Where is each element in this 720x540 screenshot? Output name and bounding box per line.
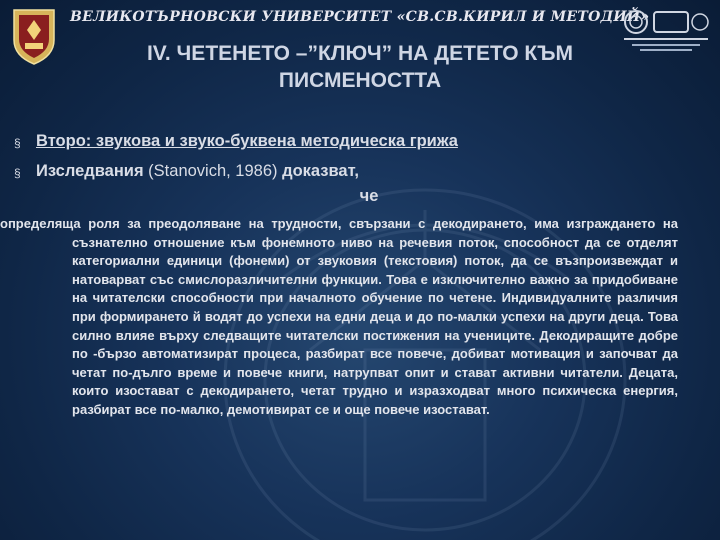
slide-title-line2: ПИСМЕНОСТТА bbox=[278, 69, 442, 92]
body-paragraph bbox=[0, 215, 678, 420]
slide-title bbox=[90, 40, 630, 94]
bullet-item-2-bold-b: доказват, bbox=[282, 162, 360, 180]
bullet-list bbox=[14, 130, 694, 190]
bullet-square-icon: § bbox=[14, 166, 21, 180]
university-crest-icon bbox=[8, 6, 60, 66]
quality-certification-icon bbox=[622, 8, 710, 54]
bullet-item-2-text bbox=[36, 160, 694, 182]
slide-title-line1: IV. ЧЕТЕНЕТО –”КЛЮЧ” НА ДЕТЕТО КЪМ bbox=[146, 42, 574, 65]
bullet-item-2-bold-a: Изследвания bbox=[36, 162, 144, 180]
body-paragraph-text: определяща роля за преодоляване на трудности, свързани с декодирането, има изграждането на съзнателно отношение към фонемното ниво на речевия поток, способност да се отделят категориални единици (фонеми) от звуковия (текстовия) поток, да се възпроизвеждат и натоварват със смислоразличителни функции. Това е изключително важно за придобиване на читателски способности при началното обучение по четене. Индивидуалните различия при формирането й водят до успехи на едни деца и до по-малки успехи на други деца. Това силно влияе върху следващите читателски постижения на учениците. Декодиращите добре по -бързо автоматизират процеса, разбират все повече, добиват мотивация и започват да четат по-дълго време и повече книги, натрупват опит и стават активни читатели. Децата, които изостават с декодирането, четат трудно и изразходват много психическа енергия, разбират все по-малко, демотивират се и още повече изостават. bbox=[0, 216, 678, 417]
bullet-item-1-text: Второ: звукова и звуко-буквена методическа грижа bbox=[36, 132, 458, 150]
bullet-item-2-citation: (Stanovich, 1986) bbox=[143, 162, 283, 180]
bullet-item-2 bbox=[14, 160, 694, 184]
bullet-square-icon: § bbox=[14, 136, 21, 150]
bullet-item-2-continuation: че bbox=[359, 187, 379, 205]
bullet-item-1 bbox=[14, 130, 694, 154]
university-name: ВЕЛИКОТЪРНОВСКИ УНИВЕРСИТЕТ «СВ.СВ.КИРИЛ И МЕТОДИЙ» bbox=[70, 9, 650, 25]
